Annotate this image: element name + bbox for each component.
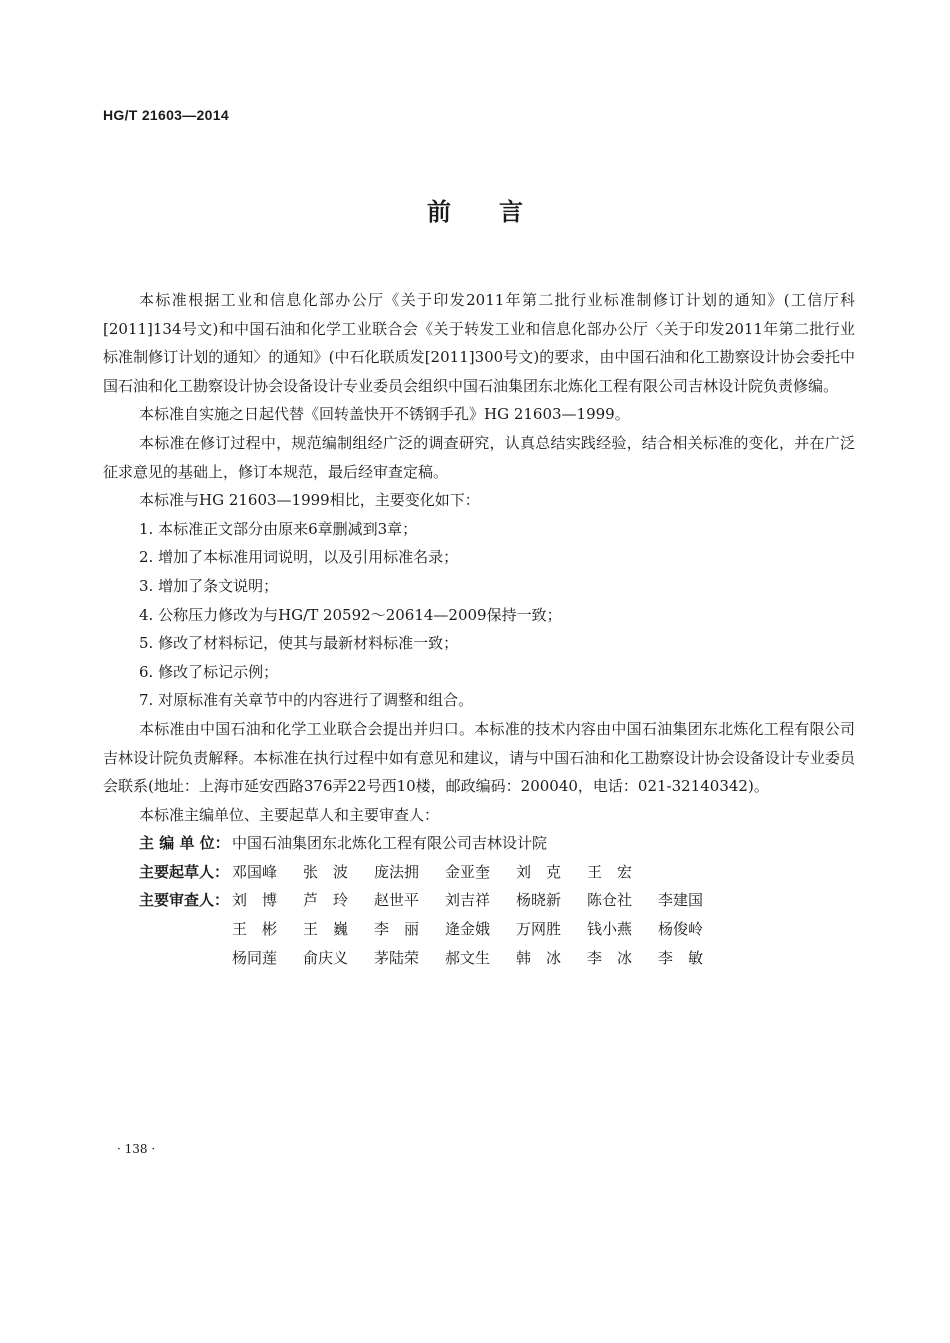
drafter-name: 王 宏 <box>587 862 633 881</box>
reviewer-name: 刘吉祥 <box>445 891 491 910</box>
drafter-name: 金亚奎 <box>445 862 491 881</box>
change-item: 1. 本标准正文部分由原来6章删减到3章； <box>139 519 418 538</box>
foreword-body <box>103 286 855 972</box>
change-item: 5. 修改了材料标记，使其与最新材料标准一致； <box>139 634 459 653</box>
standard-code: HG/T 21603—2014 <box>103 107 229 123</box>
reviewers-row-1 <box>103 886 855 915</box>
paragraph-process: 本标准在修订过程中，规范编制组经广泛的调查研究，认真总结实践经验，结合相关标准的变化，并在广泛征求意见的基础上，修订本规范，最后经审查定稿。 <box>103 433 855 481</box>
reviewer-name: 杨俊岭 <box>658 920 704 939</box>
reviewer-name: 杨同莲 <box>232 948 278 967</box>
change-item: 2. 增加了本标准用词说明，以及引用标准名录； <box>139 548 459 567</box>
paragraph-changes-intro: 本标准与HG 21603—1999相比，主要变化如下： <box>139 491 480 510</box>
paragraph-responsibility: 本标准由中国石油和化学工业联合会提出并归口。本标准的技术内容由中国石油集团东北炼化工程有限公司吉林设计院负责解释。本标准在执行过程中如有意见和建议，请与中国石油和化工勘察设计协会设备设计专业委员会联系(地址：上海市延安西路376弄22号西10楼，邮政编码：200040，电话：021-32140342)。 <box>103 719 855 796</box>
reviewer-name: 李 冰 <box>587 948 633 967</box>
reviewer-name: 茅陆荣 <box>374 948 420 967</box>
reviewer-name: 刘 博 <box>232 891 278 910</box>
change-item: 6. 修改了标记示例； <box>139 662 279 681</box>
reviewer-name: 李 丽 <box>374 920 420 939</box>
title-char-2: 言 <box>499 198 523 226</box>
editor-label: 主 编 单 位： <box>139 834 230 853</box>
reviewer-name: 李建国 <box>658 891 704 910</box>
change-item: 7. 对原标准有关章节中的内容进行了调整和组合。 <box>139 691 474 710</box>
reviewer-name: 陈仓社 <box>587 891 633 910</box>
reviewer-name: 赵世平 <box>374 891 420 910</box>
reviewers-row-2 <box>103 915 855 944</box>
paragraph-credits-intro: 本标准主编单位、主要起草人和主要审查人： <box>139 805 440 824</box>
editor-row <box>103 829 855 858</box>
reviewer-name: 杨晓新 <box>516 891 562 910</box>
reviewer-name: 万网胜 <box>516 920 562 939</box>
drafters-label: 主要起草人： <box>139 862 230 881</box>
reviewer-name: 俞庆义 <box>303 948 349 967</box>
drafter-name: 刘 克 <box>516 862 562 881</box>
reviewer-name: 韩 冰 <box>516 948 562 967</box>
editor-value: 中国石油集团东北炼化工程有限公司吉林设计院 <box>232 834 548 853</box>
drafter-name: 张 波 <box>303 862 349 881</box>
reviewers-row-3 <box>103 944 855 973</box>
reviewer-name: 逄金娥 <box>445 920 491 939</box>
reviewer-name: 王 巍 <box>303 920 349 939</box>
reviewers-label: 主要审查人： <box>139 891 230 910</box>
page-number: · 138 · <box>117 1142 156 1156</box>
change-item: 3. 增加了条文说明； <box>139 576 279 595</box>
drafter-name: 邓国峰 <box>232 862 278 881</box>
reviewer-name: 郝文生 <box>445 948 491 967</box>
change-item: 4. 公称压力修改为与HG/T 20592～20614—2009保持一致； <box>139 605 562 624</box>
reviewer-name: 钱小燕 <box>587 920 633 939</box>
paragraph-replaces: 本标准自实施之日起代替《回转盖快开不锈钢手孔》HG 21603—1999。 <box>139 405 630 424</box>
reviewer-name: 李 敏 <box>658 948 704 967</box>
reviewer-name: 芦 玲 <box>303 891 349 910</box>
drafters-row <box>103 858 855 887</box>
drafter-name: 庞法拥 <box>374 862 420 881</box>
reviewer-name: 王 彬 <box>232 920 278 939</box>
page-title <box>0 192 950 227</box>
paragraph-basis: 本标准根据工业和信息化部办公厅《关于印发2011年第二批行业标准制修订计划的通知》(工信厅科[2011]134号文)和中国石油和化学工业联合会《关于转发工业和信息化部办公厅〈关于印发2011年第二批行业标准制修订计划的通知〉的通知》(中石化联质发[2011]300号文)的要求，由中国石油和化工勘察设计协会委托中国石油和化工勘察设计协会设备设计专业委员会组织中国石油集团东北炼化工程有限公司吉林设计院负责修编。 <box>103 291 855 395</box>
title-char-1: 前 <box>427 198 451 226</box>
